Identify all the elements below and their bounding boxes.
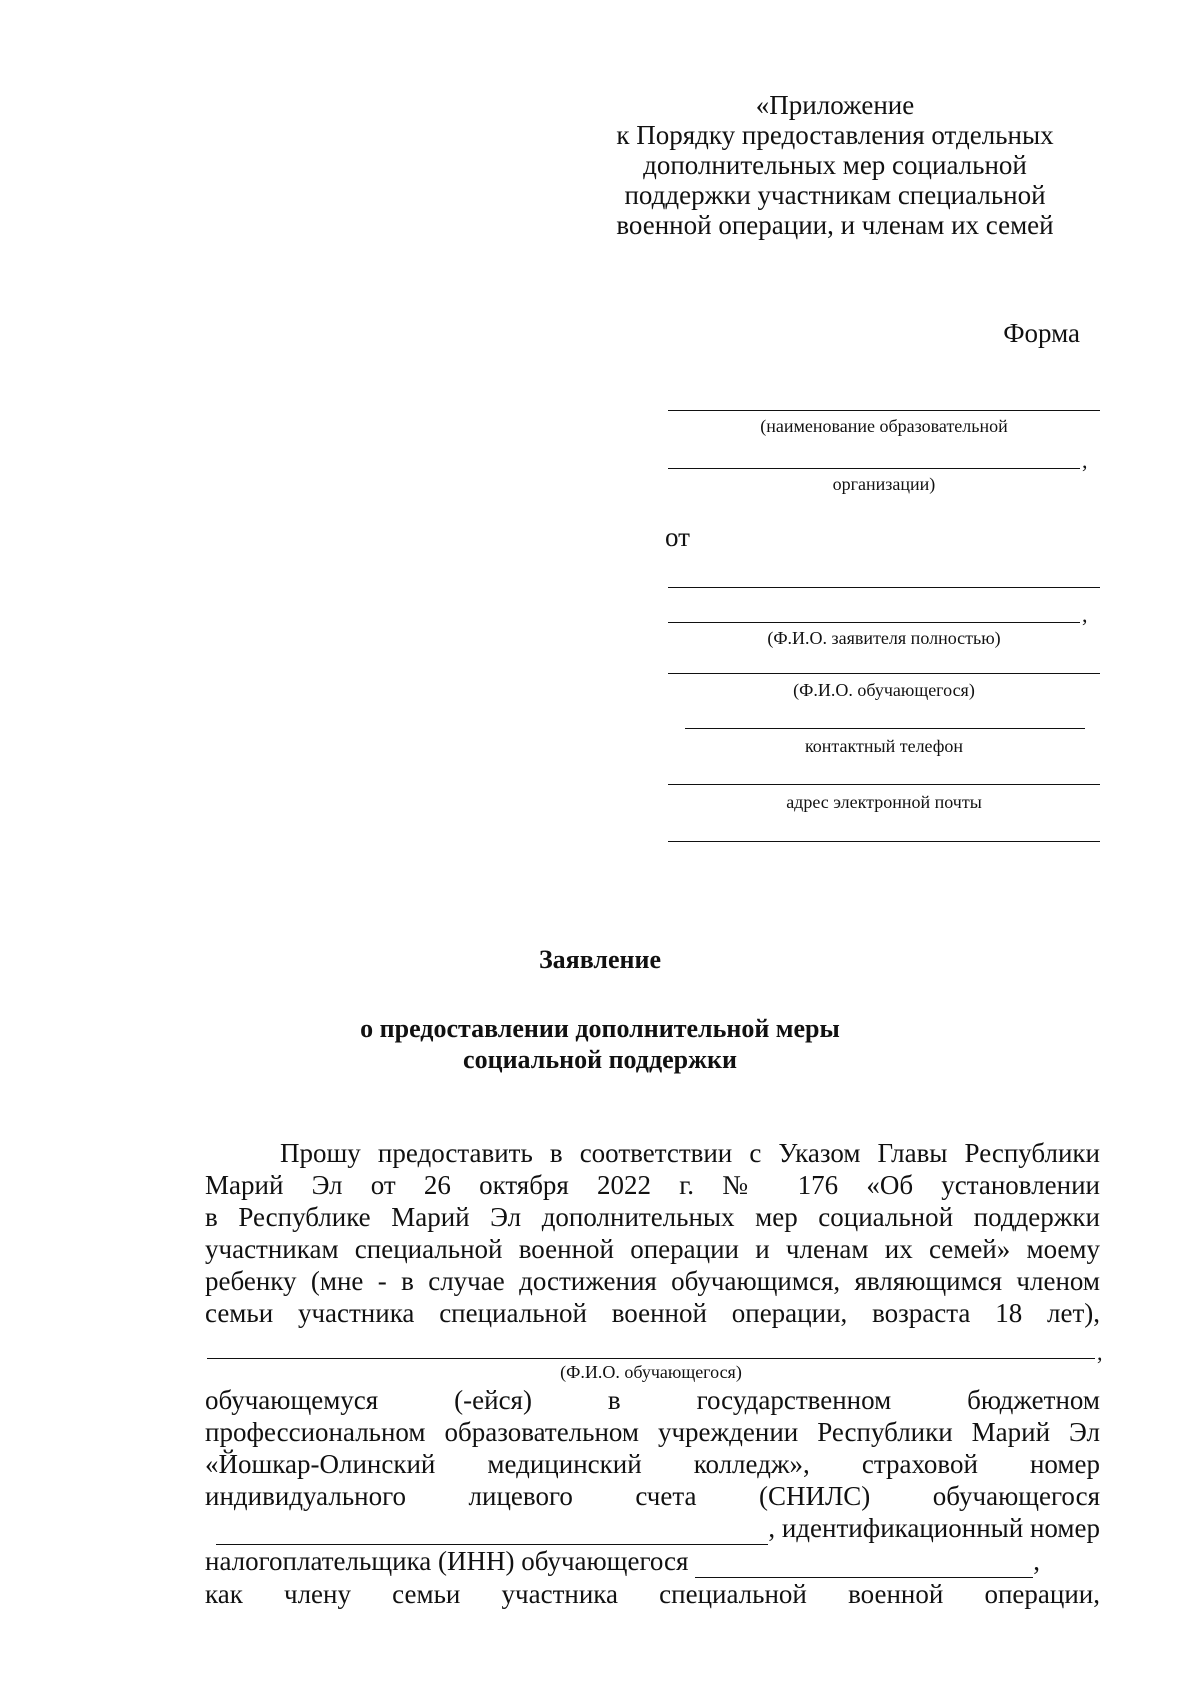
org-caption-2: организации) (832, 474, 936, 494)
applicant-line-2[interactable] (668, 622, 1080, 623)
text-line: участникам специальной военной операции и членам их семей» моему (205, 1234, 1100, 1264)
appendix-header (590, 90, 1080, 240)
applicant-line-1[interactable] (668, 587, 1100, 588)
form-label: Форма (1003, 318, 1080, 348)
from-label: от (665, 522, 690, 552)
phone-line[interactable] (685, 728, 1085, 729)
inn-fill-line[interactable] (695, 1545, 1033, 1578)
text-line: индивидуального лицевого счета (СНИЛС) обучающегося (205, 1481, 1100, 1511)
org-caption-1: (наименование образовательной (760, 416, 1008, 436)
appendix-line: военной операции, и членам их семей (616, 210, 1054, 240)
paragraph-request (205, 1137, 1100, 1329)
document-title: Заявление (538, 945, 662, 974)
student-name-line[interactable] (207, 1358, 1095, 1359)
text-line: Марий Эл от 26 октября 2022 г. № 176 «Об установлении (205, 1170, 1100, 1200)
text-line: Прошу предоставить в соответствии с Указом Главы Республики (280, 1138, 1100, 1168)
text-line: «Йошкар-Олинский медицинский колледж», страховой номер (205, 1449, 1100, 1479)
text-line: профессиональном образовательном учреждении Республики Марий Эл (205, 1417, 1100, 1447)
appendix-line: к Порядку предоставления отдельных (616, 120, 1054, 150)
text-line: семьи участника специальной военной операции, возраста 18 лет), (205, 1298, 1100, 1328)
text-line: как члену семьи участника специальной военной операции, (205, 1579, 1100, 1609)
applicant-caption: (Ф.И.О. заявителя полностью) (767, 628, 1001, 648)
comma: , (1097, 1340, 1103, 1365)
comma: , (1082, 448, 1088, 473)
inn-tail: , идентификационный номер (768, 1513, 1100, 1543)
phone-caption: контактный телефон (804, 736, 964, 756)
snils-fill-line[interactable] (216, 1512, 768, 1545)
inn-label: налогоплательщика (ИНН) обучающегося (205, 1546, 689, 1576)
appendix-line: дополнительных мер социальной (643, 150, 1027, 180)
student-caption: (Ф.И.О. обучающегося) (793, 680, 975, 700)
inn-line (205, 1545, 1100, 1578)
email-line-top[interactable] (668, 784, 1100, 785)
snils-line (205, 1512, 1100, 1545)
student-line[interactable] (668, 673, 1100, 674)
document-subtitle-1: о предоставлении дополнительной меры (360, 1014, 840, 1043)
comma: , (1082, 602, 1088, 627)
org-name-line-1[interactable] (668, 410, 1100, 411)
student-name-caption: (Ф.И.О. обучающегося) (560, 1362, 742, 1382)
document-subtitle-2: социальной поддержки (463, 1045, 737, 1074)
text-line: ребенку (мне - в случае достижения обучающимся, являющимся членом (205, 1266, 1100, 1296)
text-line: в Республике Марий Эл дополнительных мер социальной поддержки (205, 1202, 1100, 1232)
paragraph-institution (205, 1384, 1100, 1610)
comma: , (1033, 1546, 1040, 1576)
org-name-line-2[interactable] (668, 468, 1080, 469)
appendix-line: поддержки участникам специальной (624, 180, 1046, 210)
email-caption: адрес электронной почты (786, 792, 982, 812)
appendix-line: «Приложение (755, 90, 915, 120)
text-line: обучающемуся (-ейся) в государственном бюджетном (205, 1385, 1100, 1415)
email-line[interactable] (668, 841, 1100, 842)
